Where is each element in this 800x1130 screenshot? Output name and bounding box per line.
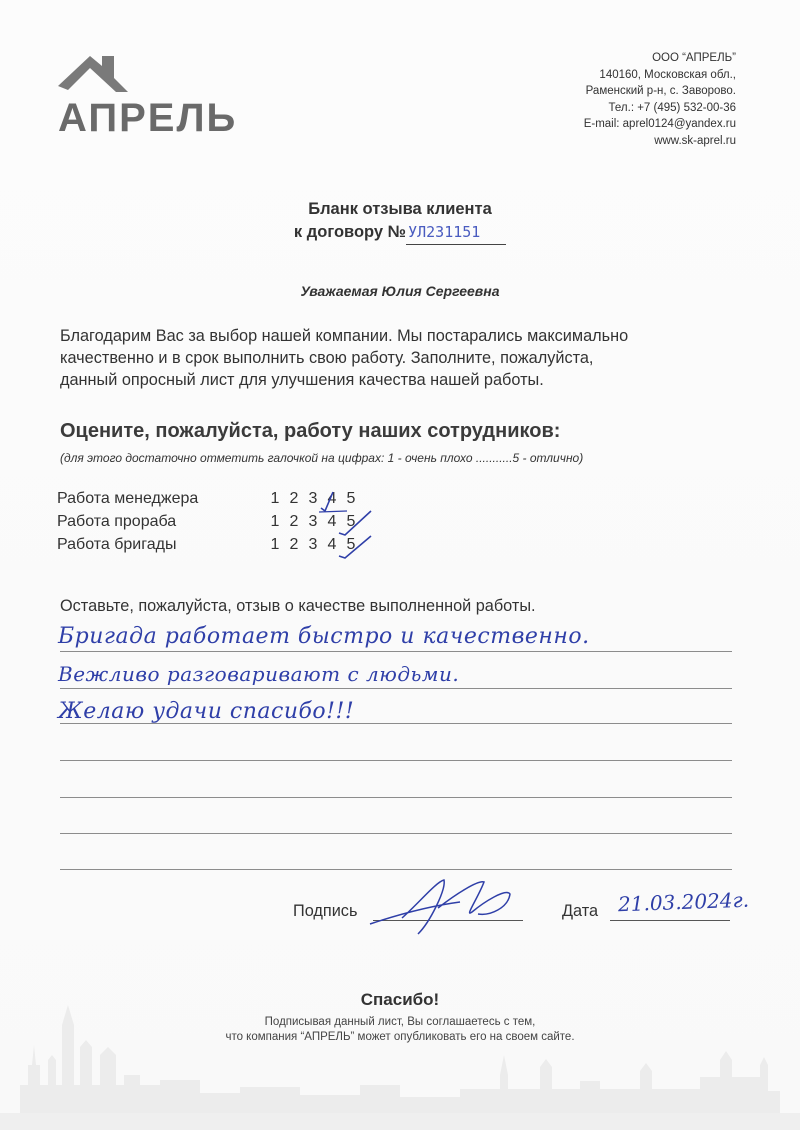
company-address-line: 140160, Московская обл., [599,68,736,81]
date-line [610,920,730,921]
intro-line: Благодарим Вас за выбор нашей компании. Мы постарались максимально [60,327,629,345]
intro-line: данный опросный лист для улучшения качества нашей работы. [60,371,544,389]
contract-label: к договору № [293,223,407,241]
company-name: ООО “АПРЕЛЬ” [652,52,736,64]
ruled-line [60,688,732,689]
handwritten-signature [360,872,530,942]
rating-option-3[interactable]: 3 [308,490,318,507]
date-label: Дата [562,902,599,920]
review-text-line[interactable]: Вежливо разговаривают с людьми. [58,662,460,686]
rating-option-2[interactable]: 2 [289,490,299,507]
rating-label: Работа бригады [57,536,177,553]
review-prompt: Оставьте, пожалуйста, отзыв о качестве выполненной работы. [60,597,536,615]
consent-line: Подписывая данный лист, Вы соглашаетесь с тем, [264,1016,536,1028]
contract-number-field[interactable]: УЛ231151 [406,221,506,245]
rating-option-4[interactable]: 4 [327,513,337,530]
company-email: E-mail: aprel0124@yandex.ru [583,118,736,130]
rating-option-3[interactable]: 3 [308,536,318,553]
rating-option-1[interactable]: 1 [270,490,280,507]
ruled-line [60,833,732,834]
rating-option-2[interactable]: 2 [289,513,299,530]
ruled-line [60,869,732,870]
rating-option-1[interactable]: 1 [270,536,280,553]
rating-option-5[interactable]: 5 [346,490,356,507]
date-field[interactable]: 21.03.2024г. [617,887,750,917]
company-website: www.sk-aprel.ru [654,134,736,147]
ruled-line [60,797,732,798]
rating-option-2[interactable]: 2 [289,536,299,553]
rating-option-4[interactable]: 4 [327,536,337,553]
rating-option-5[interactable]: 5 [346,513,356,530]
rating-label: Работа прораба [57,513,177,530]
thanks-heading: Спасибо! [360,990,440,1009]
rating-option-3[interactable]: 3 [308,513,318,530]
ruled-line [60,651,732,652]
consent-text [0,1015,800,1045]
rating-hint: (для этого достаточно отметить галочкой на цифрах: 1 - очень плохо ...........5 - отлично) [60,451,584,465]
rating-option-4[interactable]: 4 [327,490,337,507]
rating-label: Работа менеджера [57,490,199,507]
company-address-line: Раменский р-н, с. Заворово. [585,85,736,97]
rating-option-5[interactable]: 5 [346,536,356,553]
signature-label: Подпись [293,902,358,920]
company-phone: Тел.: +7 (495) 532-00-36 [608,101,736,114]
review-text-line[interactable]: Бригада работает быстро и качественно. [58,624,590,649]
consent-line: что компания “АПРЕЛЬ” может опубликовать его на своем сайте. [225,1031,575,1043]
ruled-line [60,760,732,761]
form-title: Бланк отзыва клиента [308,200,492,218]
rating-heading: Оцените, пожалуйста, работу наших сотрудников: [60,420,561,442]
review-lines [60,0,732,1130]
rating-option-1[interactable]: 1 [270,513,280,530]
review-text-line[interactable]: Желаю удачи спасибо!!! [58,699,355,724]
intro-line: качественно и в срок выполнить свою работу. Заполните, пожалуйста, [60,349,594,367]
logo-wordmark: АПРЕЛЬ [58,96,238,140]
greeting: Уважаемая Юлия Сергеевна [300,283,500,299]
